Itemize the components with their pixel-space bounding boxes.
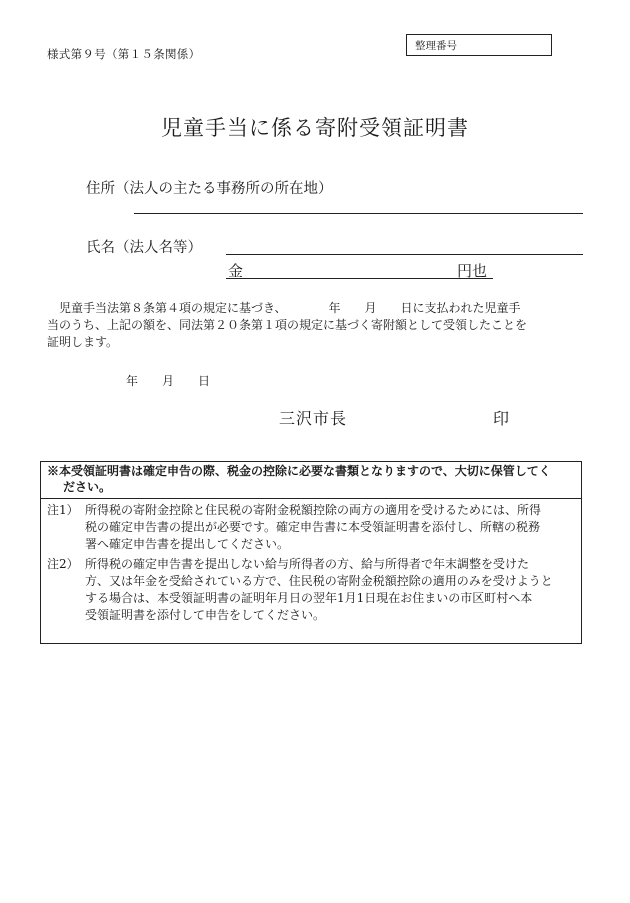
note-line: 方、又は年金を受給されている方で、住民税の寄附金税額控除の適用のみを受けようと xyxy=(85,574,553,588)
note-label: 注1） xyxy=(47,503,79,517)
address-field-line[interactable] xyxy=(134,213,583,214)
form-number: 様式第９号（第１５条関係） xyxy=(47,47,201,61)
seal-mark: 印 xyxy=(493,409,510,428)
amount-field-line[interactable] xyxy=(226,278,493,279)
warning-line: ださい。 xyxy=(63,480,112,494)
document-title: 児童手当に係る寄附受領証明書 xyxy=(161,116,469,140)
warning-line: ※本受領証明書は確定申告の際、税金の控除に必要な書類となりますので、大切に保管してく xyxy=(47,464,551,478)
body-line: 児童手当法第８条第４項の規定に基づき、 年 月 日に支払われた児童手 xyxy=(59,301,521,315)
address-label: 住所（法人の主たる事務所の所在地） xyxy=(86,181,333,197)
management-number-label: 整理番号 xyxy=(415,40,457,52)
management-number-box[interactable] xyxy=(406,34,552,56)
amount-suffix: 円也 xyxy=(457,262,488,280)
issue-date xyxy=(126,372,234,389)
certification-text xyxy=(47,300,585,351)
date-day: 日 xyxy=(198,374,211,388)
note-line: 所得税の確定申告書を提出しない給与所得者の方、給与所得者で年末調整を受けた xyxy=(85,557,530,571)
date-month: 月 xyxy=(162,374,175,388)
note-label: 注2） xyxy=(47,557,79,571)
body-line: 当のうち、上記の額を、同法第２０条第１項の規定に基づく寄附額として受領したことを xyxy=(47,318,528,332)
date-year: 年 xyxy=(126,374,139,388)
note-line: 受領証明書を添付して申告をしてください。 xyxy=(85,608,326,622)
notes-box xyxy=(40,461,582,644)
note-line: する場合は、本受領証明書の証明年月日の翌年1月1日現在お住まいの市区町村へ本 xyxy=(85,591,533,605)
amount-prefix: 金 xyxy=(228,262,244,280)
note-line: 所得税の寄附金控除と住民税の寄附金税額控除の両方の適用を受けるためには、所得 xyxy=(85,503,542,517)
warning-notice xyxy=(41,462,581,499)
note-line: 署へ確定申告書を提出してください。 xyxy=(85,537,290,551)
body-line: 証明します。 xyxy=(47,335,119,349)
name-label: 氏名（法人名等） xyxy=(86,240,202,256)
name-field-line[interactable] xyxy=(226,254,583,255)
note-line: 税の確定申告書の提出が必要です。確定申告書に本受領証明書を添付し、所轄の税務 xyxy=(85,520,541,534)
issuer-name: 三沢市長 xyxy=(279,409,348,428)
